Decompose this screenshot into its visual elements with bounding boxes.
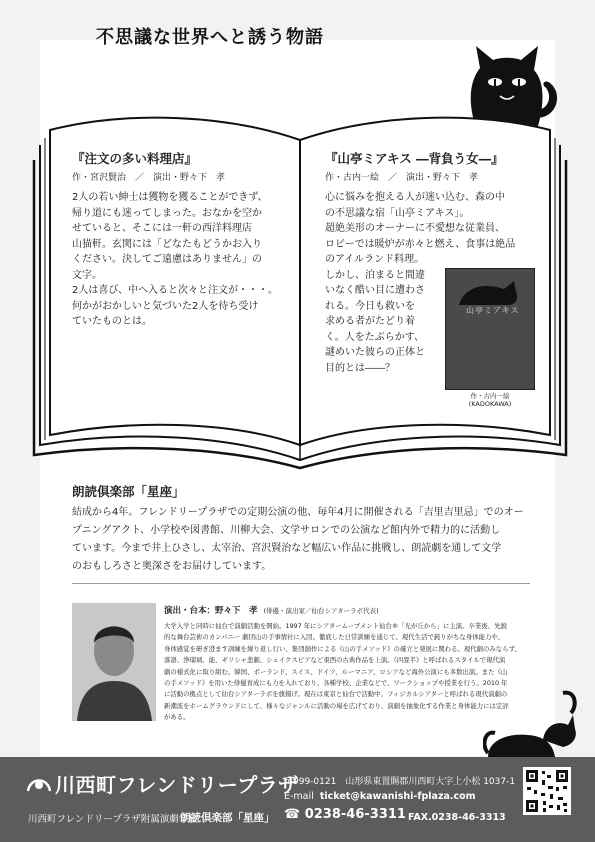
cover-title: 山亭ミアキス	[466, 306, 520, 315]
synopsis-line: 2人の若い紳士は獲物を獲ることができず、	[72, 192, 268, 203]
synopsis-line: 心に悩みを抱える人が迷い込む、森の中	[325, 192, 505, 203]
cover-cat-icon	[454, 277, 524, 307]
club-line: プニングアクト、小学校や図書館、川柳大会、文学サロンでの公演など館内外で精力的に活動し	[72, 525, 501, 536]
synopsis-line: く。人をたぶらかす、	[325, 331, 424, 343]
synopsis-line: 2人は喜び、中へ入ると次々と注文が・・・。	[72, 285, 278, 296]
address: 〒999-0121 山形県東置賜郡川西町大字上小松 1037-1	[284, 777, 516, 787]
bio-line: 的な舞台芸術のカンパニー 劇団山の手事情社に入団。徹底した日常訓練を通じて、現代生活で鈍りがちな身体能力や、	[164, 633, 505, 642]
section-divider	[72, 583, 530, 584]
synopsis-line: ください。決してご遠慮はありません」の	[72, 254, 262, 265]
synopsis-line: 目的とは――？	[325, 362, 395, 374]
bio-line: の手メソッド》を用いた俳優育成にも力を入れており、各種学校、企業などで、ワークショップや授業を行う。2010 年	[164, 679, 508, 688]
bio-line: 新潮流をホームグラウンドにして、様々なジャンルに活動の場を広げており、演劇を抽象化する作業と身体能力には定評	[164, 701, 509, 710]
director-name: 演出・台本：野々下 孝	[164, 606, 258, 616]
email-line	[284, 791, 476, 802]
synopsis-line: ロビーでは暖炉が赤々と燃え、食事は絶品	[325, 238, 516, 250]
synopsis-line: せていると、そこには一軒の西洋料理店	[72, 223, 252, 234]
director-bio	[164, 621, 528, 724]
brand-name: 川西町フレンドリープラザ	[55, 773, 299, 797]
book-cover-image	[445, 268, 535, 390]
bio-line: 劇の様式化に取り組む。韓国、ポーランド、スイス、ドイツ、ルーマニア、ロシアなど海外公演にも多数出演。また《山	[164, 667, 508, 676]
logo-icon	[26, 771, 52, 795]
synopsis-line: 謎めいた彼らの正体と	[325, 347, 425, 358]
left-play-title: 『注文の多い料理店』	[72, 151, 198, 166]
synopsis-line: 超絶美形のオーナーに不愛想な従業員、	[325, 223, 505, 234]
left-play-synopsis	[72, 190, 287, 330]
director-role: (俳優・演出家／仙台シアターラボ代表)	[263, 607, 379, 615]
synopsis-line: 山猫軒。玄関には「どなたもどうかお入り	[72, 238, 262, 250]
left-play-credits: 作・宮沢賢治 ／ 演出・野々下 孝	[72, 173, 226, 183]
bio-line: 落語、浄瑠璃、能、ギリシャ悲劇、シェイクスピアなど東西の古典作品を上演。《四畳半》と呼ばれるスタイルで現代演	[164, 656, 506, 665]
sleeping-cat-icon	[483, 685, 583, 760]
club-description	[72, 504, 532, 576]
bio-line: に活動の拠点として仙台シアターラボを旗揚げ。現在は東京と仙台で活動中。フィジカルシアターと呼ばれる現代演劇の	[164, 690, 508, 699]
email-address[interactable]: ticket@kawanishi-fplaza.com	[319, 791, 476, 802]
fax-number: FAX.0238-46-3313	[408, 812, 506, 823]
bio-line: 大学入学と同時に仙台で演劇活動を開始。1997 年にシアタームーブメント仙台®「光が丘から」に主演。卒業後、先鋭	[164, 622, 507, 630]
synopsis-line: れる。今日も救いを	[325, 300, 415, 312]
cover-publisher: (KADOKAWA)	[468, 400, 512, 408]
director-heading	[164, 604, 379, 616]
synopsis-line: 文字。	[72, 269, 102, 281]
right-play-title: 『山亭ミアキス ―背負う女―』	[325, 151, 504, 166]
synopsis-line: いなく酷い目に遭わさ	[325, 285, 425, 296]
cover-caption	[435, 392, 545, 408]
synopsis-line: ていたものとは。	[72, 316, 152, 327]
cover-author: 作・古内一絵	[470, 392, 510, 400]
bio-line: がある。	[164, 713, 190, 722]
club-line: のおもしろさと奥深さをお届けしています。	[72, 561, 272, 572]
club-line: 結成から4年。フレンドリープラザでの定期公演の他、毎年4月に開催される「吉里吉里忌」でのオー	[72, 507, 524, 518]
synopsis-line: のアイルランド料理。	[325, 254, 425, 265]
club-title: 朗読倶楽部「星座」	[72, 484, 185, 499]
synopsis-line: しかし、泊まると間違	[325, 269, 425, 281]
synopsis-line: 何かがおかしいと気づいた2人を待ち受け	[72, 300, 259, 312]
club-line: ています。今まで井上ひさし、太宰治、宮沢賢治など幅広い作品に挑戦し、朗読劇を通して文学	[72, 543, 502, 554]
footer-club-name: 朗読倶楽部「星座」	[180, 812, 275, 824]
synopsis-line: 求める者がたどり着	[325, 316, 415, 327]
email-label: E-mail	[284, 791, 314, 802]
school-name: 川西町フレンドリープラザ附属演劇学校	[28, 814, 198, 825]
right-play-credits: 作・古内一絵 ／ 演出・野々下 孝	[325, 173, 479, 183]
bio-line: 身体感覚を研ぎ澄ます訓練を繰り返し行い、集団創作による《山の手メソッド》の確立と発展に関わる。現代劇のみならず、	[164, 644, 521, 653]
director-photo	[72, 603, 156, 721]
footer-bar	[0, 757, 595, 842]
synopsis-line: 帰り道にも迷ってしまった。おなかを空か	[72, 207, 262, 219]
synopsis-line: の不思議な宿「山亭ミアキス」。	[325, 207, 470, 219]
phone-number[interactable]: ☎ 0238-46-3311	[284, 807, 406, 822]
qr-code[interactable]	[523, 767, 571, 815]
page-headline: 不思議な世界へと誘う物語	[96, 27, 324, 48]
